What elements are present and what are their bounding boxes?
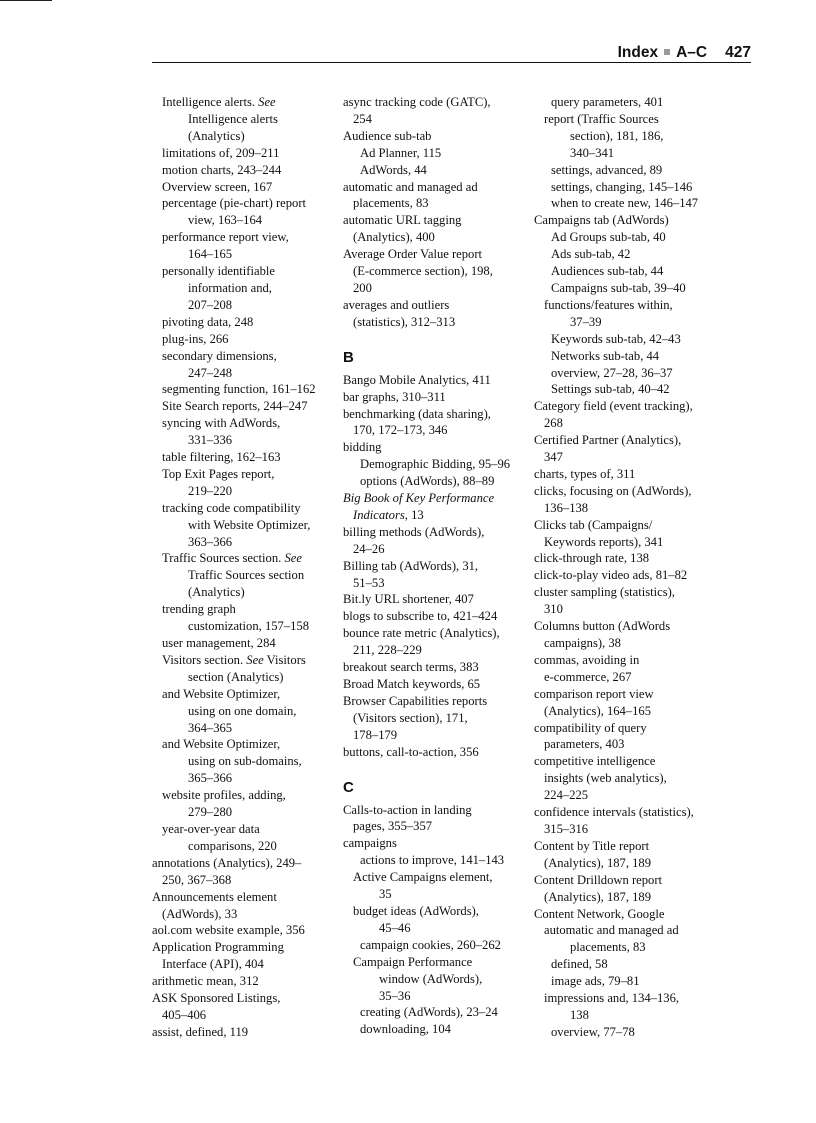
index-entry xyxy=(152,415,334,449)
entry-text: Content by Title report (Analytics), 187, 189 xyxy=(534,838,652,870)
entry-text: Keywords sub-tab, 42–43 xyxy=(551,331,681,346)
entry-text: Intelligence alerts. xyxy=(162,95,256,109)
index-entry xyxy=(534,280,714,297)
index-entry xyxy=(534,212,714,229)
index-entry xyxy=(152,855,334,889)
index-entry xyxy=(534,432,714,466)
index-entry xyxy=(343,676,525,693)
top-rule-mark xyxy=(0,0,52,1)
index-entry xyxy=(343,558,525,592)
index-entry xyxy=(152,973,334,990)
index-entry xyxy=(534,804,714,838)
entry-text: ASK Sponsored Listings, 405–406 xyxy=(152,991,281,1022)
entry-text: clicks, focusing on (AdWords), 136–138 xyxy=(534,483,692,515)
header-section: Index xyxy=(617,44,659,61)
index-entry xyxy=(534,517,714,551)
index-entry xyxy=(152,686,334,737)
entry-text: automatic and managed ad placements, 83 xyxy=(343,179,478,211)
entry-text: overview, 77–78 xyxy=(551,1024,635,1039)
entry-text: arithmetic mean, 312 xyxy=(152,974,259,989)
entry-text: annotations (Analytics), 249– 250, 367–368 xyxy=(152,855,302,887)
index-entry xyxy=(152,263,334,314)
index-entry xyxy=(152,314,334,331)
index-entry xyxy=(343,524,525,558)
entry-text: buttons, call-to-action, 356 xyxy=(343,744,479,759)
entry-text: bounce rate metric (Analytics), 211, 228–229 xyxy=(343,626,500,658)
page-number: 427 xyxy=(725,44,751,61)
entry-text: campaign cookies, 260–262 xyxy=(360,937,501,952)
entry-text: Traffic Sources section. xyxy=(162,551,282,566)
index-entry xyxy=(152,162,334,179)
index-entry xyxy=(152,821,334,855)
entry-text: Visitors section. xyxy=(162,652,244,667)
entry-text: billing methods (AdWords), 24–26 xyxy=(343,524,485,556)
index-entry xyxy=(152,787,334,821)
index-column-3 xyxy=(534,94,714,1041)
index-entry xyxy=(534,990,714,1024)
entry-text: trending graph customization, 157–158 xyxy=(162,602,310,634)
index-entry xyxy=(534,973,714,990)
index-entry xyxy=(343,835,525,852)
index-entry xyxy=(343,802,525,836)
index-entry xyxy=(343,744,525,761)
index-entry xyxy=(534,567,714,584)
entry-text: cluster sampling (statistics), 310 xyxy=(534,585,675,617)
index-entry xyxy=(534,94,714,111)
entry-text: actions to improve, 141–143 xyxy=(360,853,505,868)
entry-text: Audiences sub-tab, 44 xyxy=(551,264,664,279)
index-entry xyxy=(534,331,714,348)
entry-text: and Website Optimizer, using on one domain, 364–365 xyxy=(162,686,297,735)
entry-text: personally identifiable information and, 207–208 xyxy=(162,264,275,312)
entry-text: breakout search terms, 383 xyxy=(343,660,479,675)
index-entry xyxy=(343,937,525,954)
index-entry xyxy=(534,550,714,567)
index-entry xyxy=(534,246,714,263)
section-heading-letter: C xyxy=(343,778,354,796)
index-entry xyxy=(534,111,714,162)
entry-text: table filtering, 162–163 xyxy=(162,450,281,465)
index-entry xyxy=(534,263,714,280)
entry-text: Campaigns tab (AdWords) xyxy=(534,213,669,228)
entry-text: when to create new, 146–147 xyxy=(551,196,699,211)
index-entry xyxy=(534,466,714,483)
index-entry xyxy=(534,162,714,179)
entry-text: overview, 27–28, 36–37 xyxy=(551,365,673,380)
index-entry xyxy=(152,939,334,973)
section-heading-letter: B xyxy=(343,348,354,366)
entry-text: Clicks tab (Campaigns/ Keywords reports), 341 xyxy=(534,517,664,549)
entry-text: Content Drilldown report (Analytics), 187, 189 xyxy=(534,872,663,904)
index-entry xyxy=(534,348,714,365)
index-entry xyxy=(534,922,714,956)
see-target: Intelligence alerts (Analytics) xyxy=(188,111,278,143)
entry-text: blogs to subscribe to, 421–424 xyxy=(343,609,498,624)
entry-text: AdWords, 44 xyxy=(360,162,427,177)
index-column-2 xyxy=(343,94,525,1038)
entry-text: pivoting data, 248 xyxy=(162,314,254,329)
index-entry xyxy=(343,94,525,128)
index-entry xyxy=(534,398,714,432)
entry-text: Application Programming Interface (API), 404 xyxy=(152,940,284,972)
index-entry xyxy=(343,869,525,903)
entry-text: report (Traffic Sources section), 181, 186, 340–341 xyxy=(544,111,664,160)
entry-text: Active Campaigns element, 35 xyxy=(353,870,493,902)
index-entry xyxy=(534,179,714,196)
index-entry xyxy=(152,500,334,551)
index-entry xyxy=(343,591,525,608)
entry-text: Ad Planner, 115 xyxy=(360,145,442,160)
entry-text: click-to-play video ads, 81–82 xyxy=(534,568,688,583)
index-entry xyxy=(152,179,334,196)
index-entry xyxy=(343,212,525,246)
entry-italic-title: Big Book of Key Performance Indicators xyxy=(343,491,495,522)
entry-text: defined, 58 xyxy=(551,957,608,972)
entry-text: benchmarking (data sharing), 170, 172–173, 346 xyxy=(343,406,491,438)
see-target: Visitors section (Analytics) xyxy=(188,652,306,684)
index-entry xyxy=(152,601,334,635)
index-entry xyxy=(152,398,334,415)
entry-text: averages and outliers (statistics), 312–313 xyxy=(343,297,456,329)
index-entry xyxy=(152,381,334,398)
entry-text: aol.com website example, 356 xyxy=(152,923,305,938)
index-entry xyxy=(152,466,334,500)
index-entry xyxy=(343,852,525,869)
entry-text: Browser Capabilities reports (Visitors section), 171, 178–179 xyxy=(343,693,488,742)
entry-text: secondary dimensions, 247–248 xyxy=(162,348,277,380)
entry-text: segmenting function, 161–162 xyxy=(162,382,316,397)
index-entry xyxy=(343,490,525,524)
entry-text: tracking code compatibility with Website Optimizer, 363–366 xyxy=(162,500,311,549)
index-entry xyxy=(343,439,525,456)
entry-text: Bango Mobile Analytics, 411 xyxy=(343,372,491,387)
see-target: Traffic Sources section (Analytics) xyxy=(188,568,305,600)
entry-text: commas, avoiding in e-commerce, 267 xyxy=(534,652,640,684)
index-entry xyxy=(343,179,525,213)
entry-text: bidding xyxy=(343,440,382,455)
index-entry xyxy=(152,889,334,923)
index-entry xyxy=(343,297,525,331)
see-reference: See xyxy=(258,95,276,109)
index-entry xyxy=(152,652,334,686)
entry-text: comparison report view (Analytics), 164–165 xyxy=(534,686,654,718)
index-entry xyxy=(343,406,525,440)
entry-text: website profiles, adding, 279–280 xyxy=(162,788,286,820)
entry-text: Campaign Performance window (AdWords), 35–36 xyxy=(353,954,483,1003)
header-range: A–C xyxy=(676,44,708,61)
index-entry xyxy=(534,720,714,754)
entry-text: user management, 284 xyxy=(162,636,276,650)
index-entry xyxy=(534,686,714,720)
index-entry xyxy=(152,449,334,466)
entry-text: motion charts, 243–244 xyxy=(162,162,282,177)
index-entry xyxy=(534,1024,714,1041)
entry-text: budget ideas (AdWords), 45–46 xyxy=(353,903,479,935)
index-entry xyxy=(343,903,525,937)
index-entry xyxy=(152,1024,334,1041)
entry-text: bar graphs, 310–311 xyxy=(343,389,446,404)
entry-text: and Website Optimizer, using on sub-domains, 365–366 xyxy=(162,737,302,786)
entry-text: Category field (event tracking), 268 xyxy=(534,399,693,431)
index-entry xyxy=(534,906,714,923)
entry-text: automatic and managed ad placements, 83 xyxy=(544,923,679,955)
entry-text: Settings sub-tab, 40–42 xyxy=(551,382,670,397)
see-reference: See xyxy=(284,551,302,566)
entry-text: Announcements element (AdWords), 33 xyxy=(152,889,277,921)
entry-text: settings, changing, 145–146 xyxy=(551,179,693,194)
index-entry xyxy=(343,246,525,297)
entry-text: options (AdWords), 88–89 xyxy=(360,474,495,489)
entry-text: creating (AdWords), 23–24 xyxy=(360,1005,498,1020)
entry-text: Top Exit Pages report, 219–220 xyxy=(162,466,275,498)
entry-text: async tracking code (GATC), 254 xyxy=(343,95,491,126)
index-entry xyxy=(343,954,525,1005)
index-entry xyxy=(152,550,334,601)
index-entry xyxy=(343,693,525,744)
index-entry xyxy=(534,297,714,331)
index-entry xyxy=(534,365,714,382)
index-entry xyxy=(343,389,525,406)
index-column-1 xyxy=(152,94,334,1041)
entry-text: query parameters, 401 xyxy=(551,95,664,109)
entry-text: campaigns xyxy=(343,836,397,851)
entry-text: percentage (pie-chart) report view, 163–164 xyxy=(162,196,307,228)
entry-text: Bit.ly URL shortener, 407 xyxy=(343,592,474,607)
entry-text: assist, defined, 119 xyxy=(152,1024,249,1039)
index-entry xyxy=(343,659,525,676)
square-bullet-icon xyxy=(664,49,670,55)
index-entry xyxy=(152,348,334,382)
entry-text: functions/features within, 37–39 xyxy=(544,297,673,329)
index-entry xyxy=(152,195,334,229)
index-entry xyxy=(534,195,714,212)
index-entry xyxy=(534,652,714,686)
entry-text: Demographic Bidding, 95–96 xyxy=(360,457,511,472)
index-entry xyxy=(343,1004,525,1021)
index-entry xyxy=(534,872,714,906)
entry-text: image ads, 79–81 xyxy=(551,974,640,989)
entry-text: click-through rate, 138 xyxy=(534,551,650,566)
index-entry xyxy=(152,635,334,652)
entry-text: compatibility of query parameters, 403 xyxy=(534,720,647,752)
index-entry xyxy=(534,753,714,804)
index-entry xyxy=(343,625,525,659)
entry-text: charts, types of, 311 xyxy=(534,466,636,481)
index-entry xyxy=(534,381,714,398)
index-entry xyxy=(534,956,714,973)
index-entry xyxy=(152,922,334,939)
index-entry xyxy=(343,145,525,162)
index-entry xyxy=(152,229,334,263)
entry-text: performance report view, 164–165 xyxy=(162,230,289,262)
index-entry xyxy=(343,456,525,473)
index-entry xyxy=(152,331,334,348)
index-entry xyxy=(534,584,714,618)
entry-text: confidence intervals (statistics), 315–316 xyxy=(534,805,694,836)
entry-text: Content Network, Google xyxy=(534,906,665,921)
entry-text: limitations of, 209–211 xyxy=(162,145,280,160)
entry-text: syncing with AdWords, 331–336 xyxy=(162,416,281,448)
see-reference: See xyxy=(246,652,264,667)
entry-text: automatic URL tagging (Analytics), 400 xyxy=(343,213,462,245)
index-entry xyxy=(152,94,334,145)
entry-text: Columns button (AdWords campaigns), 38 xyxy=(534,619,671,650)
index-entry xyxy=(343,128,525,145)
entry-text: Average Order Value report (E-commerce section), 198, 200 xyxy=(343,247,493,295)
entry-text: Billing tab (AdWords), 31, 51–53 xyxy=(343,558,479,590)
entry-text: Broad Match keywords, 65 xyxy=(343,677,481,691)
entry-text: Ad Groups sub-tab, 40 xyxy=(551,230,666,245)
index-entry xyxy=(343,1021,525,1038)
entry-text: downloading, 104 xyxy=(360,1022,451,1037)
entry-text: Campaigns sub-tab, 39–40 xyxy=(551,280,686,295)
entry-text: settings, advanced, 89 xyxy=(551,162,663,177)
index-entry xyxy=(152,990,334,1024)
entry-text: Networks sub-tab, 44 xyxy=(551,348,660,363)
entry-text: impressions and, 134–136, 138 xyxy=(544,991,680,1022)
entry-text: , 13 xyxy=(404,507,424,522)
index-entry xyxy=(152,145,334,162)
entry-text: competitive intelligence insights (web analytics), 224–225 xyxy=(534,754,667,803)
entry-text: year-over-year data comparisons, 220 xyxy=(162,821,277,853)
index-entry xyxy=(534,229,714,246)
index-entry xyxy=(152,736,334,787)
entry-text: Calls-to-action in landing pages, 355–357 xyxy=(343,802,472,834)
index-entry xyxy=(343,608,525,625)
index-entry xyxy=(534,838,714,872)
entry-text: Site Search reports, 244–247 xyxy=(162,399,308,414)
entry-text: Overview screen, 167 xyxy=(162,179,273,194)
index-entry xyxy=(534,483,714,517)
entry-text: Ads sub-tab, 42 xyxy=(551,247,631,262)
entry-text: Audience sub-tab xyxy=(343,128,432,143)
index-entry xyxy=(343,372,525,389)
index-entry xyxy=(343,162,525,179)
running-header xyxy=(152,40,751,63)
entry-text: plug-ins, 266 xyxy=(162,331,229,346)
index-entry xyxy=(343,473,525,490)
index-entry xyxy=(534,618,714,652)
entry-text: Certified Partner (Analytics), 347 xyxy=(534,433,682,465)
